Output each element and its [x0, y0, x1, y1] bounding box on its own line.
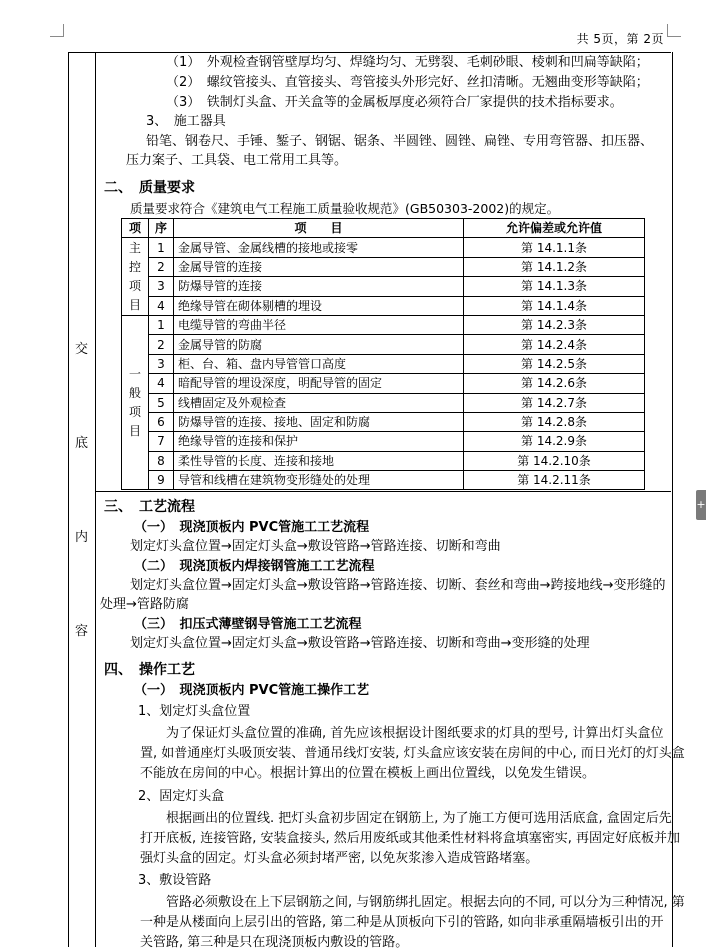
step-line: 关管路, 第三种是只在现浇顶板内敷设的管路。	[140, 935, 409, 950]
row-item: 暗配导管的埋设深度，明配导管的固定	[174, 374, 464, 393]
main-control-label: 主 控 项 目	[122, 238, 149, 316]
row-value: 第 14.2.11条	[464, 471, 645, 490]
check-item: （1） 外观检查钢管壁厚均匀、焊缝均匀、无劈裂、毛刺砂眼、棱刺和凹扁等缺陷；	[166, 55, 649, 70]
step-line: 为了保证灯头盒位置的准确, 首先应该根据设计图纸要求的灯具的型号, 计算出灯头盒位	[166, 726, 664, 741]
row-number: 3	[149, 354, 174, 373]
check-item: （3） 铁制灯头盒、开关盒等的金属板厚度必须符合厂家提供的技术指标要求。	[166, 95, 623, 110]
row-value: 第 14.2.10条	[464, 451, 645, 470]
row-number: 6	[149, 412, 174, 431]
table-row	[122, 296, 645, 315]
row-number: 2	[149, 257, 174, 276]
row-item: 金属导管、金属线槽的接地或接零	[174, 238, 464, 257]
expand-tab-button[interactable]	[696, 490, 706, 520]
step-title: 1、划定灯头盒位置	[138, 704, 251, 719]
row-number: 8	[149, 451, 174, 470]
quality-heading: 二、 质量要求	[104, 180, 195, 196]
process-subheading: （二） 现浇顶板内焊接钢管施工工艺流程	[134, 559, 375, 574]
row-value: 第 14.1.3条	[464, 277, 645, 296]
row-value: 第 14.1.2条	[464, 257, 645, 276]
row-number: 4	[149, 296, 174, 315]
step-title: 3、敷设管路	[138, 873, 212, 888]
section-divider	[95, 491, 671, 492]
check-item: （2） 螺纹管接头、直管接头、弯管接头外形完好、丝扣清晰。无翘曲变形等缺陷；	[166, 75, 649, 90]
left-label-char: 内	[74, 530, 88, 545]
table-row	[122, 451, 645, 470]
row-value: 第 14.2.7条	[464, 393, 645, 412]
row-item: 柔性导管的长度、连接和接地	[174, 451, 464, 470]
tools-text: 压力案子、工具袋、电工常用工具等。	[126, 153, 348, 168]
row-number: 1	[149, 315, 174, 334]
header-value: 允许偏差或允许值	[464, 219, 645, 238]
row-item: 防爆导管的连接、接地、固定和防腐	[174, 412, 464, 431]
page-number: 共 5页，第 2页	[576, 32, 664, 46]
row-value: 第 14.2.8条	[464, 412, 645, 431]
row-number: 1	[149, 238, 174, 257]
table-row	[122, 432, 645, 451]
row-value: 第 14.1.4条	[464, 296, 645, 315]
row-number: 3	[149, 277, 174, 296]
table-header-row	[122, 219, 645, 238]
process-text: 划定灯头盒位置→固定灯头盒→敷设管路→管路连接、切断和弯曲	[130, 539, 501, 554]
operation-heading: 四、 操作工艺	[104, 662, 195, 678]
process-heading: 三、 工艺流程	[104, 499, 195, 515]
row-item: 绝缘导管的连接和保护	[174, 432, 464, 451]
quality-intro: 质量要求符合《建筑电气工程施工质量验收规范》(GB50303-2002)的规定。	[130, 201, 560, 216]
row-item: 防爆导管的连接	[174, 277, 464, 296]
crop-mark-left	[50, 36, 64, 37]
tools-heading: 3、 施工器具	[146, 114, 226, 129]
left-label-char: 底	[74, 436, 88, 451]
row-number: 9	[149, 471, 174, 490]
crop-mark-top	[63, 24, 64, 37]
row-item: 线槽固定及外观检查	[174, 393, 464, 412]
step-line: 管路必须敷设在上下层钢筋之间, 与钢筋绑扎固定。根据去向的不同, 可以分为三种情况, 第	[166, 895, 685, 910]
left-label-char: 交	[74, 342, 88, 357]
table-row	[122, 393, 645, 412]
row-value: 第 14.2.9条	[464, 432, 645, 451]
step-line: 一种是从楼面向上层引出的管路, 第二种是从顶板向下引的管路, 如向非承重隔墙板引出的开	[140, 915, 664, 930]
step-line: 强灯头盒的固定。灯头盒必须封堵严密, 以免灰浆渗入造成管路堵塞。	[140, 851, 539, 866]
row-item: 电缆导管的弯曲半径	[174, 315, 464, 334]
row-value: 第 14.1.1条	[464, 238, 645, 257]
row-item: 绝缘导管在砌体剔槽的埋设	[174, 296, 464, 315]
row-value: 第 14.2.3条	[464, 315, 645, 334]
row-number: 5	[149, 393, 174, 412]
process-subheading: （一） 现浇顶板内 PVC管施工工艺流程	[134, 520, 370, 535]
table-row	[122, 412, 645, 431]
quality-table	[121, 218, 645, 490]
crop-mark-right	[667, 36, 681, 37]
crop-mark-top-right	[667, 24, 668, 37]
operation-subheading: （一） 现浇顶板内 PVC管施工操作工艺	[134, 683, 370, 698]
step-title: 2、固定灯头盒	[138, 789, 225, 804]
step-line: 不能放在房间的中心。根据计算出的位置在模板上画出位置线，以免发生错误。	[140, 766, 596, 781]
row-value: 第 14.2.5条	[464, 354, 645, 373]
tools-text: 铅笔、钢卷尺、手锤、錾子、钢锯、锯条、半圆锉、圆锉、扁锉、专用弯管器、扣压器、	[146, 134, 654, 149]
table-row	[122, 238, 645, 257]
row-number: 4	[149, 374, 174, 393]
process-text: 处理→管路防腐	[100, 597, 189, 612]
step-line: 打开底板, 连接管路, 安装盒接头, 然后用废纸或其他柔性材料将盒填塞密实, 再固定好底板并加	[140, 831, 681, 846]
table-row	[122, 374, 645, 393]
process-text: 划定灯头盒位置→固定灯头盒→敷设管路→管路连接、切断、套丝和弯曲→跨接地线→变形缝的	[130, 578, 666, 593]
row-item: 柜、台、箱、盘内导管管口高度	[174, 354, 464, 373]
row-item: 金属导管的防腐	[174, 335, 464, 354]
row-value: 第 14.2.4条	[464, 335, 645, 354]
left-label-column	[68, 52, 96, 947]
plus-icon: +	[696, 498, 706, 511]
general-item-label: 一 般 项 目	[122, 315, 149, 490]
step-line: 根据画出的位置线. 把灯头盒初步固定在钢筋上, 为了施工方便可选用活底盒, 盒固定后先	[166, 811, 672, 826]
table-row	[122, 277, 645, 296]
row-value: 第 14.2.6条	[464, 374, 645, 393]
table-row	[122, 335, 645, 354]
row-number: 2	[149, 335, 174, 354]
header-category: 项	[122, 219, 149, 238]
table-row	[122, 471, 645, 490]
header-item: 项 目	[174, 219, 464, 238]
row-item: 导管和线槽在建筑物变形缝处的处理	[174, 471, 464, 490]
left-label-char: 容	[74, 624, 88, 639]
table-row	[122, 354, 645, 373]
table-row	[122, 257, 645, 276]
process-text: 划定灯头盒位置→固定灯头盒→敷设管路→管路连接、切断和弯曲→变形缝的处理	[130, 636, 590, 651]
row-number: 7	[149, 432, 174, 451]
process-subheading: （三） 扣压式薄壁钢导管施工工艺流程	[134, 617, 362, 632]
row-item: 金属导管的连接	[174, 257, 464, 276]
table-row	[122, 315, 645, 334]
header-number: 序	[149, 219, 174, 238]
step-line: 置, 如普通座灯头吸顶安装、普通吊线灯安装, 灯头盒应该安装在房间的中心, 而日光灯的灯头盒	[140, 746, 685, 761]
